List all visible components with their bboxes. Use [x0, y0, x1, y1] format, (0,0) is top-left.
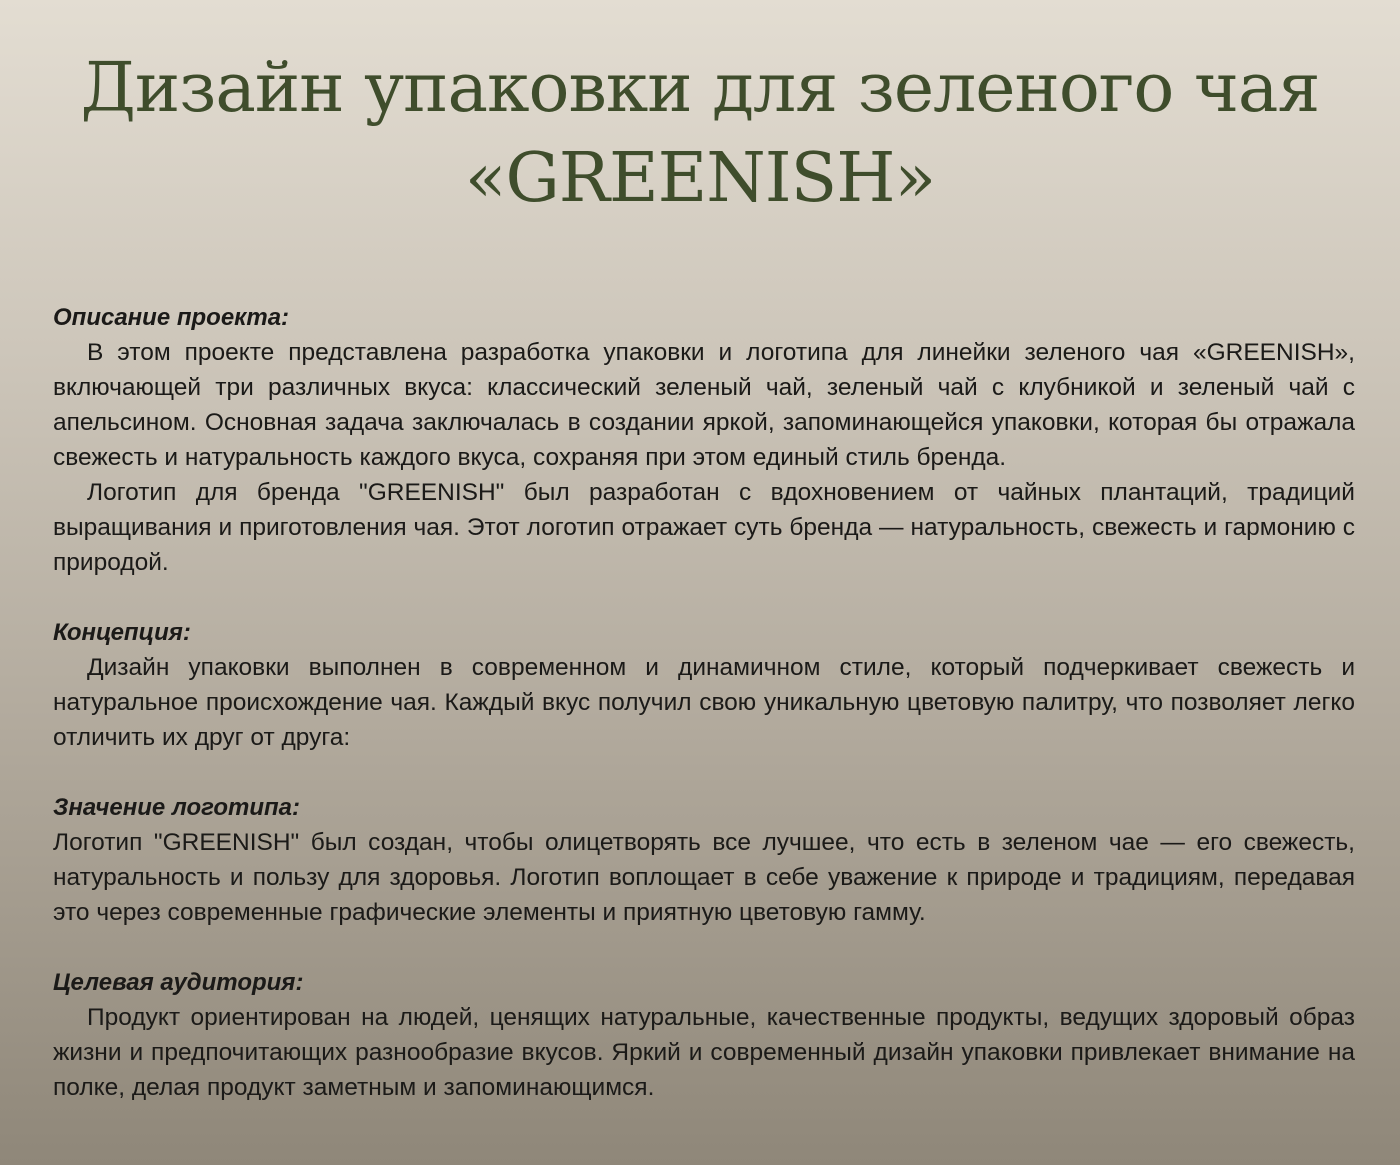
section-concept [53, 615, 1355, 755]
content-body [53, 300, 1355, 1105]
section-logo-meaning [53, 790, 1355, 930]
section-project-description [53, 300, 1355, 580]
section-heading-description: Описание проекта: [53, 304, 290, 331]
page-title-line-1: Дизайн упаковки для зеленого чая [80, 49, 1320, 128]
section-heading-audience: Целевая аудитория: [53, 969, 304, 996]
paragraph: Логотип "GREENISH" был создан, чтобы олицетворять все лучшее, что есть в зеленом чае — его свежесть, натуральность и пользу для здоровья. Логотип воплощает в себе уважение к природе и традициям, передавая это через современные графические элементы и приятную цветовую гамму. [53, 829, 1355, 926]
section-heading-concept: Концепция: [53, 619, 191, 646]
section-target-audience [53, 965, 1355, 1105]
section-heading-logo-meaning: Значение логотипа: [53, 794, 301, 821]
paragraph: Дизайн упаковки выполнен в современном и динамичном стиле, который подчеркивает свежесть и натуральное происхождение чая. Каждый вкус получил свою уникальную цветовую палитру, что позволяет легко отличить их друг от друга: [53, 654, 1355, 751]
page-title [0, 44, 1400, 224]
paragraph: Продукт ориентирован на людей, ценящих натуральные, качественные продукты, ведущих здоровый образ жизни и предпочитающих разнообразие вкусов. Яркий и современный дизайн упаковки привлекает внимание на полке, делая продукт заметным и запоминающимся. [53, 1004, 1355, 1101]
page-title-line-2: «GREENISH» [464, 139, 936, 218]
paragraph: В этом проекте представлена разработка упаковки и логотипа для линейки зеленого чая «GREENISH», включающей три различных вкуса: классический зеленый чай, зеленый чай с клубникой и зеленый чай с апельсином. Основная задача заключалась в создании яркой, запоминающейся упаковки, которая бы отражала свежесть и натуральность каждого вкуса, сохраняя при этом единый стиль бренда. [53, 339, 1355, 471]
paragraph: Логотип для бренда "GREENISH" был разработан с вдохновением от чайных плантаций, традиций выращивания и приготовления чая. Этот логотип отражает суть бренда — натуральность, свежесть и гармонию с природой. [53, 479, 1355, 576]
